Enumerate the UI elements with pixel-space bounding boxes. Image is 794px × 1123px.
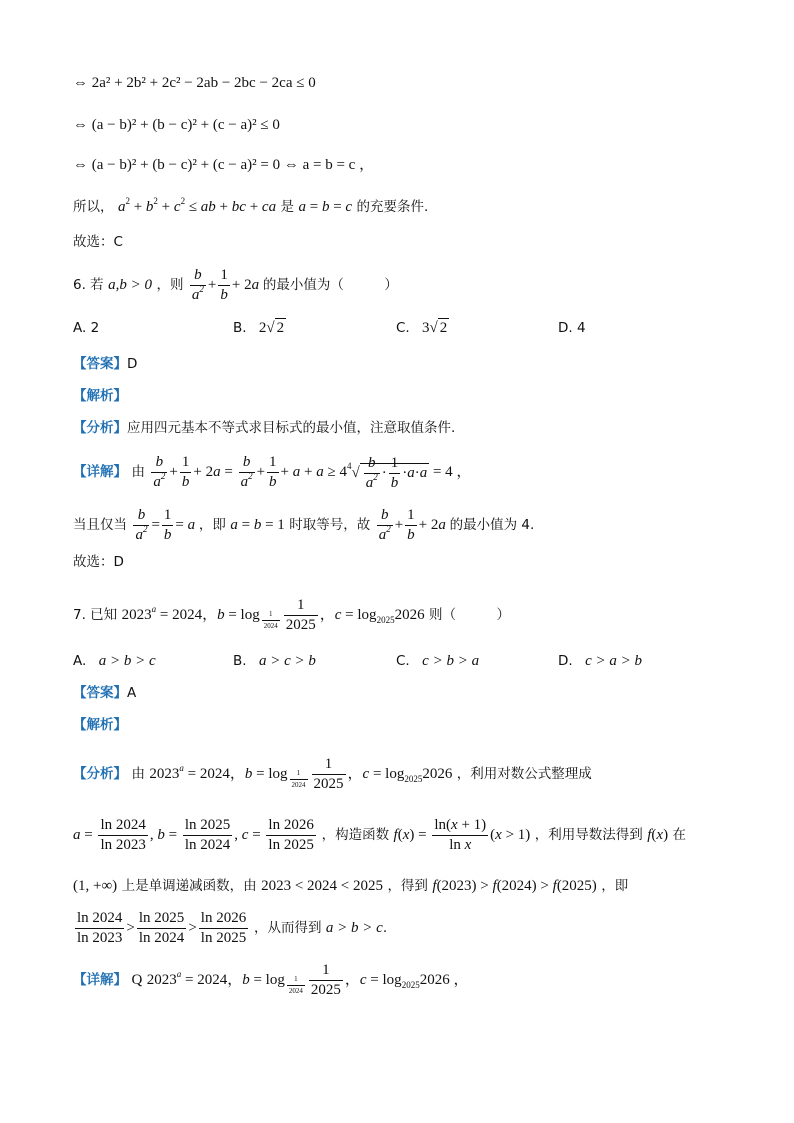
q6-option-a[interactable]: A. 2 — [73, 320, 100, 336]
derivation-line-2: ⇔ (a − b)² + (b − c)² + (c − a)² ≤ 0 — [73, 117, 280, 133]
q7-detail: 【详解】 Q $2023^a = 2024$，b = log $_{\frac{1}{2024}}$ $\frac{1}{2025}$ ，$c = \log_{2025}2026$ ， — [73, 962, 469, 999]
q7-answer: 【答案】A — [73, 685, 137, 701]
q6-option-d[interactable]: D. 4 — [558, 320, 586, 336]
q6-option-c[interactable]: C. 3√ 2 — [396, 320, 448, 337]
q7-analysis-tag: 【解析】 — [73, 717, 127, 733]
question-7: 7. 已知 $2023^a = 2024$，b = log $_{\frac{1}{2024}}$ $\frac{1}{2025}$ ，$c = \log_{2025}2026$ 则（ ） — [73, 597, 511, 634]
q7-option-d[interactable]: D. c > a > b — [558, 653, 643, 669]
q6-equality: 当且仅当 $\frac{b}{a^2}$ = $\frac{1}{b}$ = a ，即 a = b = 1 时取等号，故 $\frac{b}{a^2}$ + $\frac{1}{b}$ + 2a 的最小值为 4. — [73, 507, 535, 544]
choose-c: 故选：C — [73, 234, 123, 250]
q6-detail: 【详解】 由 $\frac{b}{a^2}$ + $\frac{1}{b}$ + 2a = $\frac{b}{a^2}$ + $\frac{1}{b}$ + $a + a \ge 4^4√$ $\frac{b}{a^2}$ · $\frac{1}{b}$ ·a·a = 4 ， — [73, 454, 472, 491]
q7-option-b[interactable]: B. a > c > b — [233, 653, 316, 669]
q6-answer: 【答案】D — [73, 356, 138, 372]
derivation-line-3: ⇔ (a − b)² + (b − c)² + (c − a)² = 0 ⇔ a = b = c ， — [73, 157, 375, 173]
q7-option-a[interactable]: A. a > b > c — [73, 653, 156, 669]
q6-choose: 故选：D — [73, 554, 124, 570]
q7-fenxi: 【分析】 由 $2023^a = 2024$，b = log $_{\frac{1}{2024}}$ $\frac{1}{2025}$ ，$c = \log_{2025}2026$ ，利用对数公式整理成 — [73, 756, 592, 793]
derivation-line-1: ⇔ 2a² + 2b² + 2c² − 2ab − 2bc − 2ca ≤ 0 — [73, 75, 316, 91]
q7-fenxi-3: (1, +∞) 上是单调递减函数，由 2023 < 2024 < 2025 ，得到 f(2023) > f(2024) > f(2025) ，即 — [73, 878, 629, 894]
question-6: 6. 若 a,b > 0 ，则 $\frac{b}{a^2}$ + $\frac{1}{b}$ + 2a 的最小值为（ ） — [73, 267, 398, 304]
q6-option-b[interactable]: B. 2√ 2 — [233, 320, 285, 337]
conclusion-line: 所以， $a^2 + b^2 + c^2$ ≤ ab + bc + ca 是 a = b = c 的充要条件. — [73, 196, 429, 215]
q7-option-c[interactable]: C. c > b > a — [396, 653, 480, 669]
q7-fenxi-2: a = $\frac{\ln 2024}{\ln 2023}$ , b = $\frac{\ln 2025}{\ln 2024}$ , c = $\frac{\ln 2026}{\ln 2025}$ ，构造函数 f(x) = $\frac{\ln(x + 1)}{\text{ln x}}$ (x > 1) ，利用导数法得到 f(x) 在 — [73, 817, 687, 854]
q6-fenxi: 【分析】应用四元基本不等式求目标式的最小值，注意取值条件. — [73, 420, 456, 436]
q7-fenxi-4: $\frac{\ln 2024}{\ln 2023}$ > $\frac{\ln 2025}{\ln 2024}$ > $\frac{\ln 2026}{\ln 2025}$ ，从而得到 a > b > c. — [77, 910, 388, 947]
q6-analysis-tag: 【解析】 — [73, 388, 127, 404]
